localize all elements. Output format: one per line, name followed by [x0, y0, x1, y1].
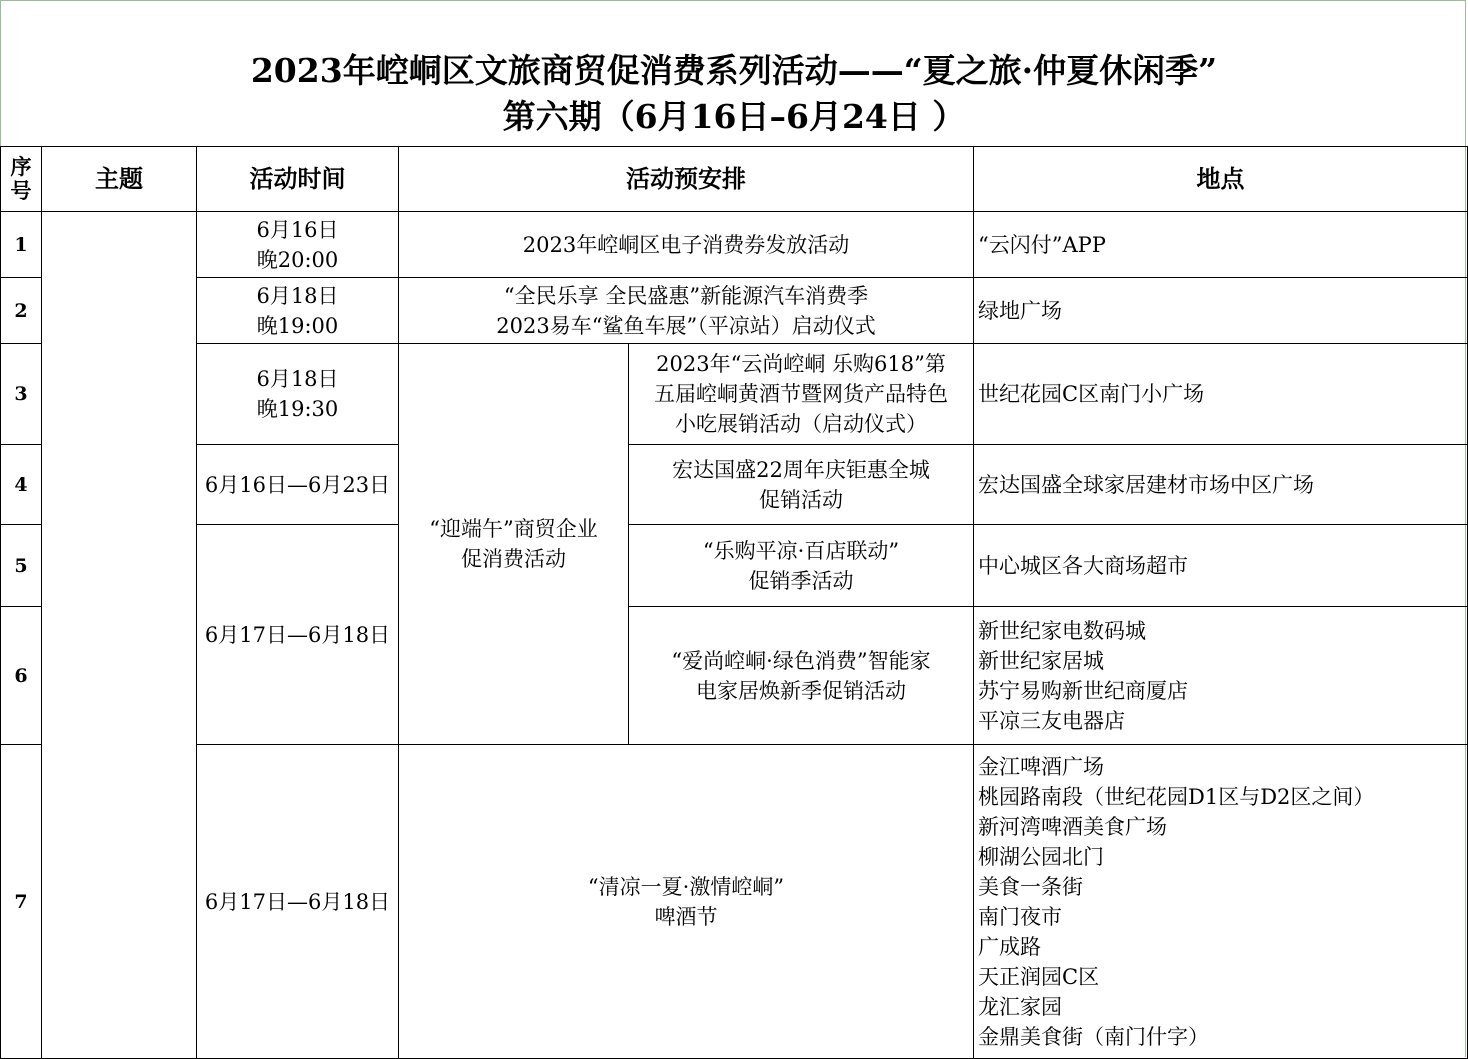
table-row [1, 445, 1468, 525]
location-line: 美食一条街 [978, 874, 1083, 899]
activity-cell [399, 278, 974, 344]
activity-group-cell [399, 344, 629, 745]
activity-line: “全民乐享 全民盛惠”新能源汽车消费季 [503, 283, 869, 308]
activity-cell [629, 445, 974, 525]
header-row [1, 147, 1468, 212]
seq-cell: 6 [1, 607, 42, 745]
table-row [1, 212, 1468, 278]
activity-cell [629, 525, 974, 607]
seq-cell: 1 [1, 212, 42, 278]
activity-cell [629, 344, 974, 445]
title-line-2: 第六期（6月16日–6月24日 ） [502, 97, 966, 136]
header-seq-label: 序号 [10, 155, 32, 203]
header-theme: 主题 [42, 147, 197, 212]
table-row [1, 525, 1468, 607]
table-row [1, 344, 1468, 445]
location-line: 金鼎美食街（南门什字） [978, 1024, 1209, 1049]
time-cell [197, 525, 399, 745]
time-line: 6月18日 [256, 283, 339, 308]
activity-line: “爱尚崆峒·绿色消费”智能家 [671, 648, 931, 673]
time-line: 晚20:00 [256, 247, 339, 272]
activity-line: 宏达国盛22周年庆钜惠全城 [672, 457, 930, 482]
activity-line: “乐购平凉·百店联动” [702, 538, 900, 563]
time-line: 6月18日 [256, 367, 339, 391]
location-cell [974, 212, 1468, 278]
location-line: 宏达国盛全球家居建材市场中区广场 [978, 472, 1314, 497]
group-line: “迎端午”商贸企业 [429, 517, 598, 541]
location-line: 新河湾啤酒美食广场 [978, 814, 1167, 839]
location-line: 天正润园C区 [978, 964, 1100, 989]
location-line: 龙汇家园 [978, 994, 1062, 1019]
time-cell [197, 745, 399, 1059]
activity-line: 促销活动 [759, 487, 843, 512]
time-line: 晚19:00 [256, 313, 339, 338]
location-line: 中心城区各大商场超市 [978, 553, 1188, 578]
location-line: 新世纪家电数码城 [978, 618, 1146, 643]
location-cell [974, 344, 1468, 445]
table-row [1, 745, 1468, 1059]
seq-cell: 3 [1, 344, 42, 445]
time-line: 6月17日—6月18日 [204, 889, 391, 914]
title-line-1: 2023年崆峒区文旅商贸促消费系列活动——“夏之旅·仲夏休闲季” [250, 51, 1218, 90]
location-cell [974, 607, 1468, 745]
table-row [1, 278, 1468, 344]
location-line: 桃园路南段（世纪花园D1区与D2区之间） [978, 784, 1375, 809]
seq-cell: 4 [1, 445, 42, 525]
location-line: 世纪花园C区南门小广场 [978, 382, 1205, 406]
header-time: 活动时间 [197, 147, 399, 212]
location-line: 柳湖公园北门 [978, 844, 1104, 869]
location-cell [974, 525, 1468, 607]
seq-cell: 5 [1, 525, 42, 607]
seq-cell: 2 [1, 278, 42, 344]
header-arrangement: 活动预安排 [399, 147, 974, 212]
activity-line: 五届崆峒黄酒节暨网货产品特色 [654, 382, 948, 406]
time-line: 6月16日—6月23日 [204, 472, 391, 497]
time-line: 6月16日 [256, 217, 339, 242]
time-line: 6月17日—6月18日 [204, 622, 391, 647]
activity-line: 2023年崆峒区电子消费券发放活动 [522, 232, 850, 257]
activity-line: 小吃展销活动（启动仪式） [675, 412, 927, 436]
activity-line: 电家居焕新季促销活动 [696, 678, 906, 703]
activity-line: 2023年“云尚崆峒 乐购618”第 [656, 352, 946, 376]
location-line: 金江啤酒广场 [978, 754, 1104, 779]
location-line: 苏宁易购新世纪商厦店 [978, 678, 1188, 703]
location-line: “云闪付”APP [978, 232, 1106, 257]
location-line: 南门夜市 [978, 904, 1062, 929]
theme-cell [42, 212, 197, 1059]
activity-line: 啤酒节 [654, 904, 718, 929]
group-line: 促消费活动 [461, 547, 566, 571]
location-line: 平凉三友电器店 [978, 708, 1125, 733]
location-line: 绿地广场 [978, 298, 1062, 323]
time-cell [197, 344, 399, 445]
time-cell [197, 278, 399, 344]
page-title [0, 48, 1468, 140]
time-cell [197, 445, 399, 525]
activity-cell [629, 607, 974, 745]
location-line: 新世纪家居城 [978, 648, 1104, 673]
activity-cell [399, 745, 974, 1059]
location-cell [974, 445, 1468, 525]
location-cell [974, 745, 1468, 1059]
activity-line: 2023易车“鲨鱼车展”（平凉站）启动仪式 [496, 313, 876, 338]
activity-cell [399, 212, 974, 278]
activity-table [0, 146, 1468, 1059]
header-location: 地点 [974, 147, 1468, 212]
time-cell [197, 212, 399, 278]
activity-line: 促销季活动 [748, 568, 854, 593]
location-cell [974, 278, 1468, 344]
location-line: 广成路 [978, 934, 1041, 959]
activity-line: “清凉一夏·激情崆峒” [587, 874, 785, 899]
seq-cell: 7 [1, 745, 42, 1059]
header-seq [1, 147, 42, 212]
time-line: 晚19:30 [256, 397, 339, 421]
